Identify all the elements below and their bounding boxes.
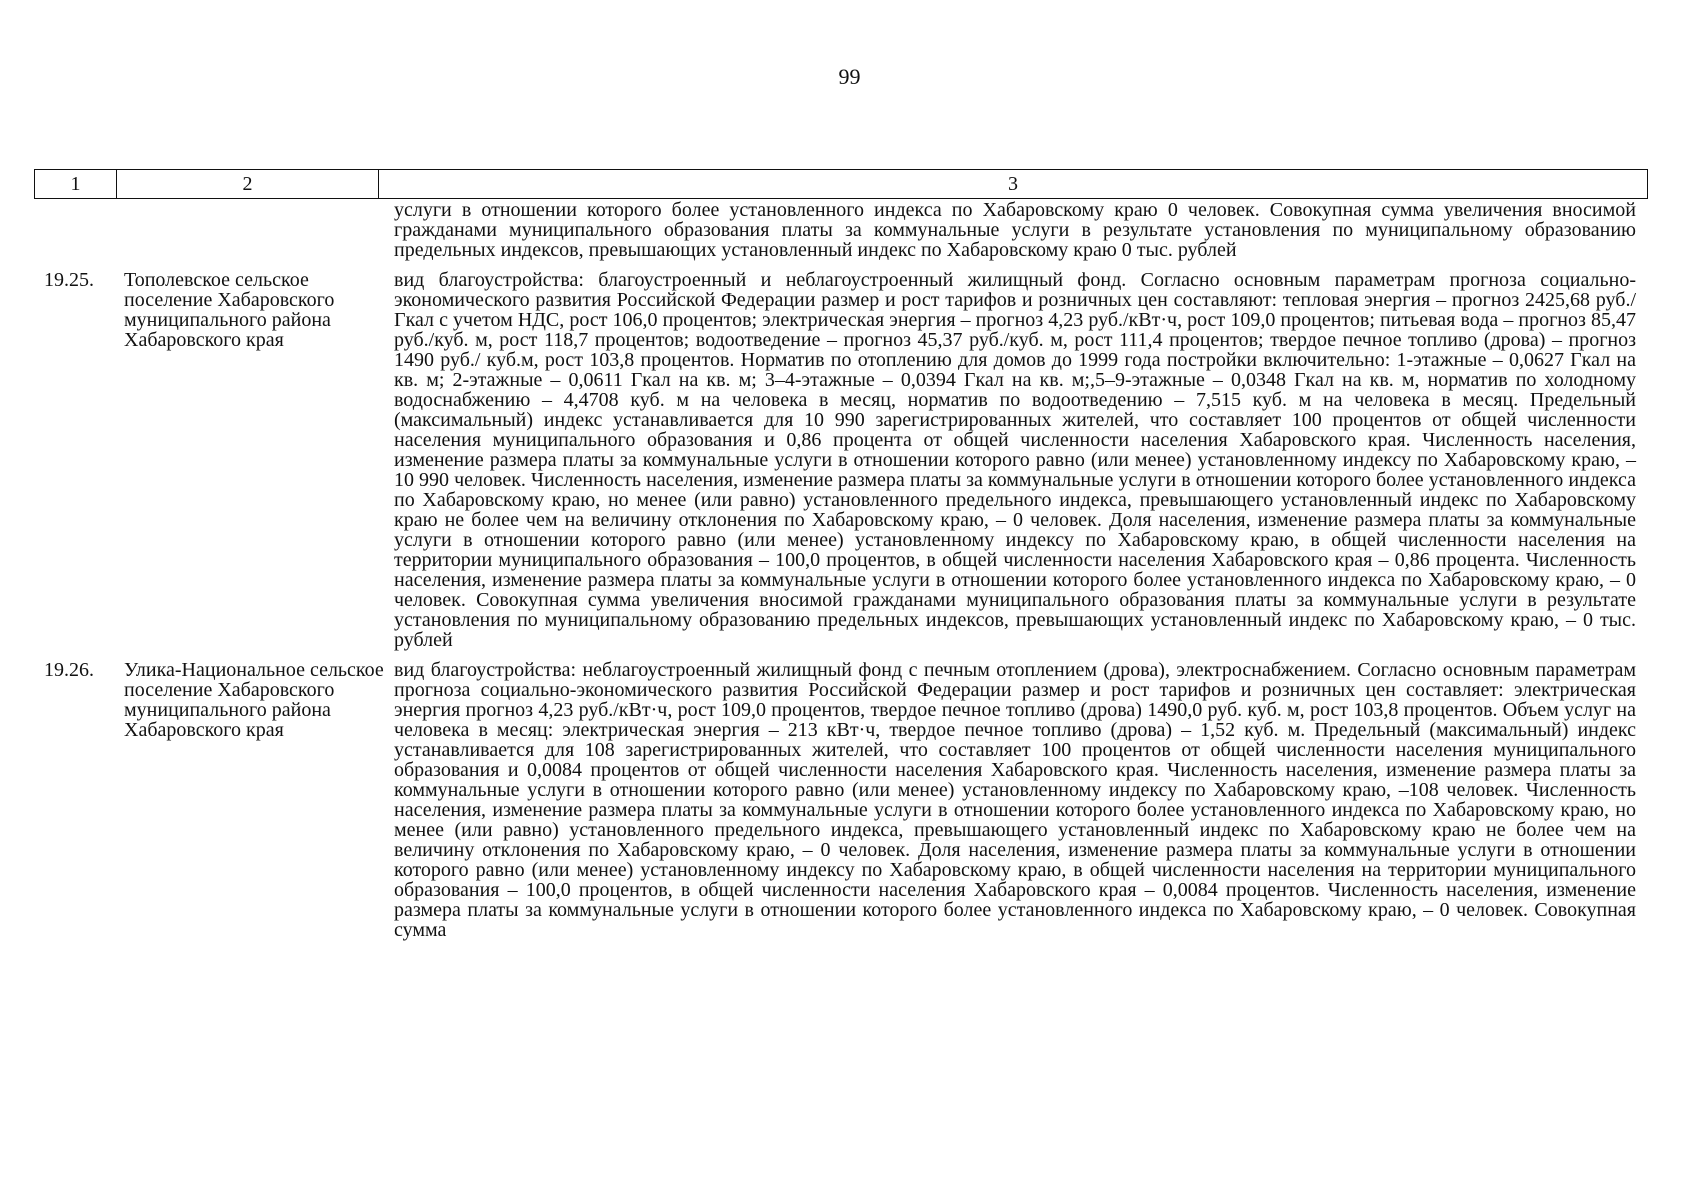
- column-header-row: [34, 169, 1648, 199]
- row-number: 19.25.: [44, 269, 94, 291]
- table-row: [34, 270, 1648, 650]
- page-number: 99: [838, 64, 861, 89]
- column-header-3: 3: [379, 170, 1648, 199]
- continuation-row: [34, 200, 1648, 270]
- table-row: [34, 660, 1648, 940]
- document-body: [34, 200, 1648, 940]
- column-header-2: 2: [117, 170, 379, 199]
- row-description: вид благоустройства: неблагоустроенный жилищный фонд с печным отоплением (дрова), электроснабжением. Согласно основным параметрам прогноза социально-экономического развития Российской Федерации размер и рост тарифов и розничных цен составляет: электрическая энергия прогноз 4,23 руб./кВт·ч, рост 109,0 процентов, твердое печное топливо (дрова) 1490,0 руб. куб. м, рост 103,8 процентов. Объем услуг на человека в месяц: электрическая энергия – 213 кВт·ч, твердое печное топливо (дрова) – 1,52 куб. м. Предельный (максимальный) индекс устанавливается для 108 зарегистрированных жителей, что составляет 100 процентов от общей численности населения муниципального образования и 0,0084 процентов от общей численности населения Хабаровского края. Численность населения, изменение размера платы за коммунальные услуги в отношении которого равно (или менее) установленному индексу по Хабаровскому краю, –108 человек. Численность населения, изменение размера платы за коммунальные услуги в отношении которого более установленного индекса по Хабаровскому краю, но менее (или равно) установленного предельного индекса, превышающего установленный индекс по Хабаровскому краю не более чем на величину отклонения по Хабаровскому краю, – 0 человек. Доля населения, изменение размера платы за коммунальные услуги в отношении которого равно (или менее) установленному индексу по Хабаровскому краю, в общей численности населения на территории муниципального образования – 100,0 процентов, в общей численности населения Хабаровского края – 0,0084 процентов. Численность населения, изменение размера платы за коммунальные услуги в отношении которого более установленного индекса по Хабаровскому краю, – 0 человек. Совокупная сумма: [394, 659, 1636, 941]
- row-description: вид благоустройства: благоустроенный и неблагоустроенный жилищный фонд. Согласно основным параметрам прогноза социально-экономического развития Российской Федерации размер и рост тарифов и розничных цен составляют: тепловая энергия – прогноз 2425,68 руб./Гкал с учетом НДС, рост 106,0 процентов; электрическая энергия – прогноз 4,23 руб./кВт·ч, рост 109,0 процентов; питьевая вода – прогноз 85,47 руб./куб. м, рост 118,7 процентов; водоотведение – прогноз 45,37 руб./куб. м, рост 111,4 процентов; твердое печное топливо (дрова) – прогноз 1490 руб./ куб.м, рост 103,8 процентов. Норматив по отоплению для домов до 1999 года постройки включительно: 1-этажные – 0,0627 Гкал на кв. м; 2-этажные – 0,0611 Гкал на кв. м; 3–4-этажные – 0,0394 Гкал на кв. м;,5–9-этажные – 0,0348 Гкал на кв. м, норматив по холодному водоснабжению – 4,4708 куб. м на человека в месяц, норматив по водоотведению – 7,515 куб. м на человека в месяц. Предельный (максимальный) индекс устанавливается для 10 990 зарегистрированных жителей, что составляет 100 процентов от общей численности населения муниципального образования и 0,86 процента от общей численности населения Хабаровского края. Численность населения, изменение размера платы за коммунальные услуги в отношении которого равно (или менее) установленному индексу по Хабаровскому краю, – 10 990 человек. Численность населения, изменение размера платы за коммунальные услуги в отношении которого более установленного индекса по Хабаровскому краю, но менее (или равно) установленного предельного индекса, превышающего установленный индекс по Хабаровскому краю не более чем на величину отклонения по Хабаровскому краю, – 0 человек. Доля населения, изменение размера платы за коммунальные услуги в отношении которого равно (или менее) установленному индексу по Хабаровскому краю, в общей численности населения на территории муниципального образования – 100,0 процентов, в общей численности населения Хабаровского края – 0,86 процента. Численность населения, изменение размера платы за коммунальные услуги в отношении которого более установленного индекса по Хабаровскому краю, – 0 человек. Совокупная сумма увеличения вносимой гражданами муниципального образования платы за коммунальные услуги в результате установления по муниципальному образованию предельных индексов, превышающих установленный индекс по Хабаровскому краю, – 0 тыс. рублей: [394, 269, 1636, 651]
- column-header-1: 1: [35, 170, 117, 199]
- continuation-text: услуги в отношении которого более установленного индекса по Хабаровскому краю 0 человек. Совокупная сумма увеличения вносимой гражданами муниципального образования платы за коммунальные услуги в результате установления по муниципальному образованию предельных индексов, превышающих установленный индекс по Хабаровскому краю 0 тыс. рублей: [394, 199, 1636, 261]
- row-number: 19.26.: [44, 659, 94, 681]
- municipality-name: Улика-Национальное сельское поселение Хабаровского муниципального района Хабаровского края: [124, 659, 384, 741]
- municipality-name: Тополевское сельское поселение Хабаровского муниципального района Хабаровского края: [124, 269, 335, 351]
